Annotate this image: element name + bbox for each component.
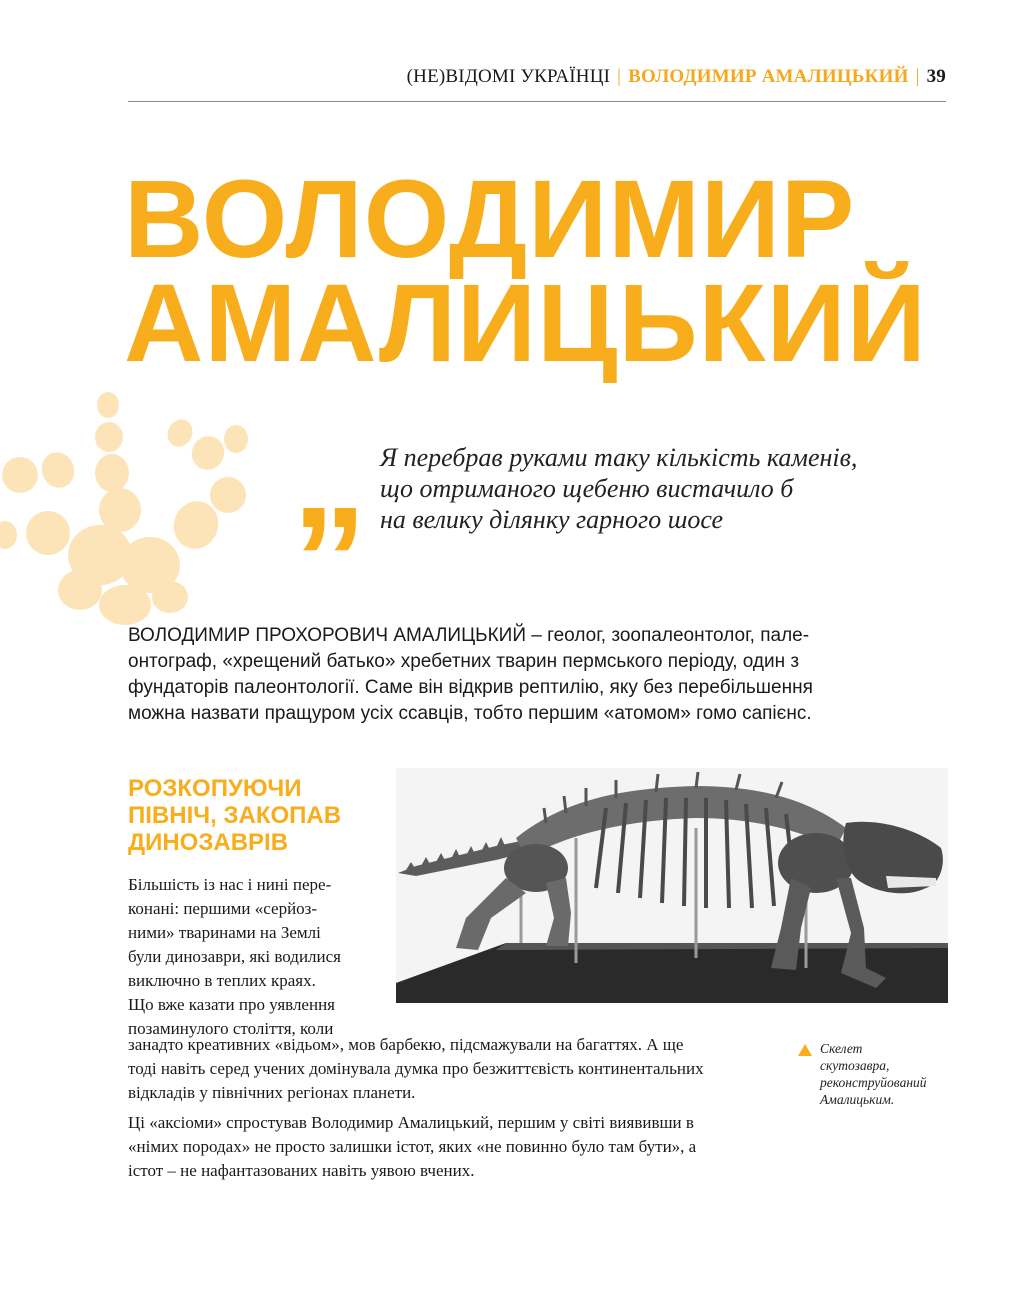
body-line: тоді навіть серед учених домінувала думка про безжиттєвість континентальних xyxy=(128,1059,704,1078)
body-line: конані: першими «серйоз- xyxy=(128,899,318,918)
body-line: Що вже казати про уявлення xyxy=(128,995,335,1014)
caption-line: скутозавра, xyxy=(820,1058,890,1073)
caption-line: Амалицьким. xyxy=(820,1092,895,1107)
body-column-narrow xyxy=(128,873,341,1041)
body-line: занадто креативних «відьом», мов барбекю, підсмажували на багаттях. А ще xyxy=(128,1035,684,1054)
quote-line: що отриманого щебеню вистачило б xyxy=(380,474,794,503)
chapter-name: ВОЛОДИМИР АМАЛИЦЬКИЙ xyxy=(628,66,909,87)
title-line: ВОЛОДИМИР xyxy=(124,158,856,281)
body-line: виключно в теплих краях. xyxy=(128,971,316,990)
pull-quote xyxy=(380,442,960,535)
page-number: 39 xyxy=(926,66,946,87)
lead-paragraph xyxy=(128,623,938,727)
body-line: Більшість із нас і нині пере- xyxy=(128,875,332,894)
quote-line: Я перебрав руками таку кількість каменів, xyxy=(380,443,858,472)
separator: | xyxy=(617,66,622,87)
footprint-decoration-icon xyxy=(0,385,270,625)
lead-line: онтограф, «хрещений батько» хребетних тварин пермського періоду, один з xyxy=(128,651,800,672)
body-line: відкладів у північних регіонах планети. xyxy=(128,1083,416,1102)
lead-line: ВОЛОДИМИР ПРОХОРОВИЧ АМАЛИЦЬКИЙ – геолог, зоопалеонтолог, пале- xyxy=(128,625,810,646)
quote-mark-icon: „ xyxy=(292,391,367,559)
body-line: були динозаври, які водилися xyxy=(128,947,341,966)
series-title: (НЕ)ВІДОМІ УКРАЇНЦІ xyxy=(406,66,611,87)
section-heading-line: ДИНОЗАВРІВ xyxy=(128,829,289,856)
section-heading-line: РОЗКОПУЮЧИ xyxy=(128,775,302,802)
body-line: «німих породах» не просто залишки істот, яких «не повинно було там бути», а xyxy=(128,1137,697,1156)
lead-line: можна назвати пращуром усіх ссавців, тобто першим «атомом» гомо сапієнс. xyxy=(128,703,812,724)
title-line: АМАЛИЦЬКИЙ xyxy=(124,262,927,385)
page-title xyxy=(124,158,927,385)
photo-caption xyxy=(820,1040,970,1108)
separator: | xyxy=(915,66,920,87)
running-head xyxy=(407,66,946,88)
body-column-wide xyxy=(128,1033,704,1105)
lead-line: фундаторів палеонтології. Саме він відкрив рептилію, яку без перебільшення xyxy=(128,677,813,698)
section-heading-line: ПІВНІЧ, ЗАКОПАВ xyxy=(128,802,342,829)
body-line: ними» тваринами на Землі xyxy=(128,923,321,942)
header-rule xyxy=(128,101,946,102)
body-line: істот – не нафантазованих навіть уявою вчених. xyxy=(128,1161,475,1180)
caption-line: Скелет xyxy=(820,1041,863,1056)
body-paragraph-2 xyxy=(128,1111,696,1183)
caption-line: реконструйований xyxy=(820,1075,927,1090)
body-line: Ці «аксіоми» спростував Володимир Амалицький, першим у світі виявивши в xyxy=(128,1113,694,1132)
section-heading xyxy=(128,775,341,856)
caption-triangle-icon xyxy=(798,1044,812,1056)
body-line: позаминулого століття, коли xyxy=(128,1019,334,1038)
skeleton-photo xyxy=(396,768,948,1003)
quote-line: на велику ділянку гарного шосе xyxy=(380,505,724,534)
